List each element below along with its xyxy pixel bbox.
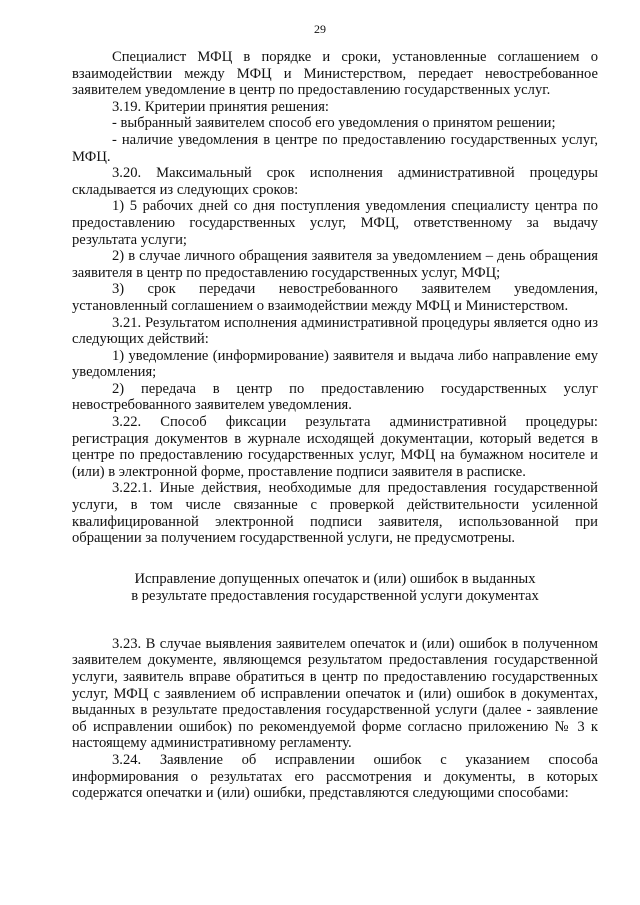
- paragraph: Специалист МФЦ в порядке и сроки, установленные соглашением о взаимодействии между МФЦ и Министерством, передает невостребованное заявителем уведомление в центр по предоставлению государственных услуг.: [72, 49, 598, 99]
- list-item: - выбранный заявителем способ его уведомления о принятом решении;: [112, 115, 556, 132]
- list-item: - наличие уведомления в центре по предоставлению государственных услуг, МФЦ.: [72, 131, 598, 165]
- paragraph: 3.22. Способ фиксации результата административной процедуры: регистрация документов в журнале исходящей документации, который ведется в центре по предоставлению государственных услуг, МФЦ на бумажном носителе и (или) в электронной форме, проставление подписи заявителя в расписке.: [72, 414, 598, 480]
- list-item: 2) передача в центр по предоставлению государственных услуг невостребованного заявителем уведомления.: [72, 380, 598, 414]
- list-item: 3) срок передачи невостребованного заявителем уведомления, установленный соглашением о взаимодействии между МФЦ и Министерством.: [72, 281, 598, 314]
- paragraph: 3.23. В случае выявления заявителем опечаток и (или) ошибок в полученном заявителем документе, являющемся результатом предоставления государственной услуги, заявитель вправе обратиться в центр по предоставлению государственных услуг, МФЦ с заявлением об исправлении опечаток и (или) ошибок в документах, выданных в результате предоставления государственной услуги (далее - заявление об исправлении ошибок) по рекомендуемой форме согласно приложению № 3 к настоящему административному регламенту.: [72, 635, 598, 752]
- paragraph: 3.21. Результатом исполнения административной процедуры является одно из следующих действий:: [72, 314, 598, 348]
- list-item: 1) уведомление (информирование) заявителя и выдача либо направление ему уведомления;: [72, 347, 598, 381]
- page-number: 29: [314, 22, 326, 36]
- paragraph: 3.22.1. Иные действия, необходимые для предоставления государственной услуги, в том числе связанные с проверкой действительности усиленной квалифицированной электронной подписи заявителя, использованной при обращении за получением государственной услуги, не предусмотрены.: [72, 480, 598, 547]
- list-item: 2) в случае личного обращения заявителя за уведомлением – день обращения заявителя в центр по предоставлению государственных услуг, МФЦ;: [72, 248, 598, 281]
- section-heading-line: Исправление допущенных опечаток и (или) ошибок в выданных: [134, 570, 536, 587]
- section-heading-line: в результате предоставления государственной услуги документах: [131, 587, 539, 604]
- paragraph: 3.19. Критерии принятия решения:: [112, 98, 329, 115]
- paragraph: 3.24. Заявление об исправлении ошибок с указанием способа информирования о результатах его рассмотрения и документы, в которых содержатся опечатки и (или) ошибки, представляются следующими способами:: [72, 751, 598, 802]
- paragraph: 3.20. Максимальный срок исполнения административной процедуры складывается из следующих сроков:: [72, 165, 598, 198]
- list-item: 1) 5 рабочих дней со дня поступления уведомления специалисту центра по предоставлению государственных услуг, МФЦ, ответственному за выдачу результата услуги;: [72, 198, 598, 248]
- document-body: [72, 30, 598, 802]
